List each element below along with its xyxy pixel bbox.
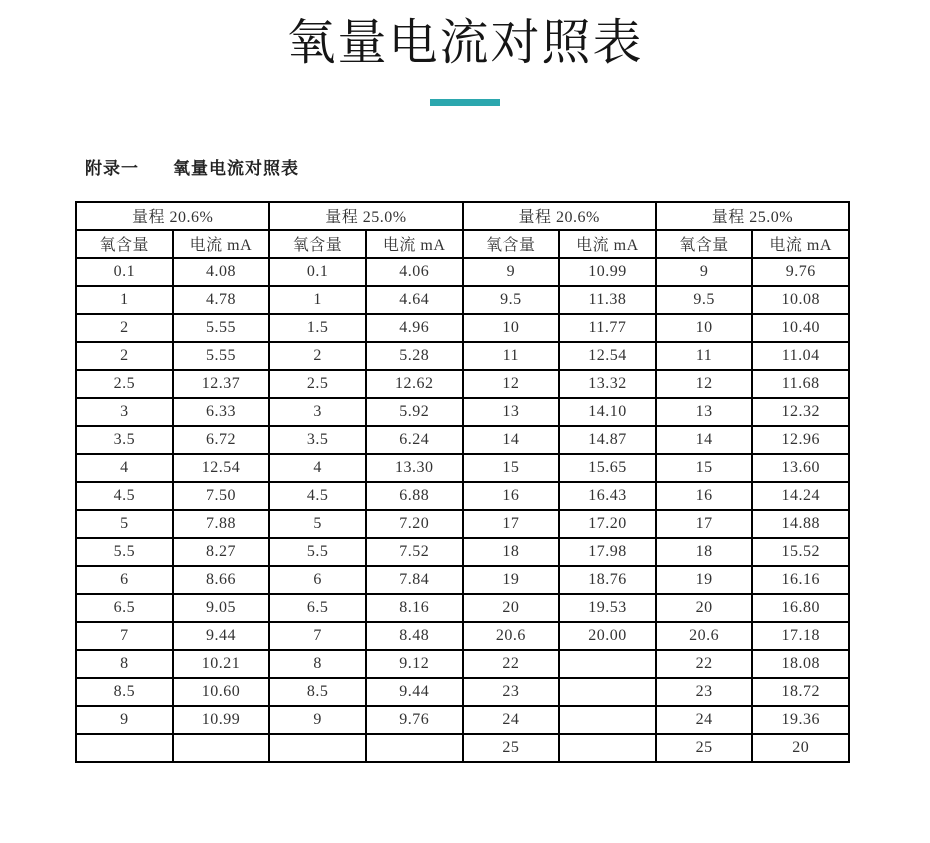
table-cell: 5.92	[366, 398, 463, 426]
table-cell: 7.84	[366, 566, 463, 594]
page-title: 氧量电流对照表	[286, 16, 644, 70]
table-cell: 6.33	[173, 398, 270, 426]
appendix-title: 氧量电流对照表	[173, 158, 299, 178]
table-cell: 4.5	[76, 482, 173, 510]
table-cell: 22	[463, 650, 560, 678]
table-cell	[76, 734, 173, 762]
table-cell: 5.5	[269, 538, 366, 566]
table-cell: 6.88	[366, 482, 463, 510]
table-row	[76, 314, 849, 342]
table-cell: 20.6	[656, 622, 753, 650]
table-cell: 20	[656, 594, 753, 622]
table-cell: 2	[76, 342, 173, 370]
table-row	[76, 734, 849, 762]
table-cell: 25	[656, 734, 753, 762]
table-cell	[559, 678, 656, 706]
sub-header-current-3: 电流 mA	[559, 230, 656, 258]
table-cell: 20.6	[463, 622, 560, 650]
group-header-range-3: 量程 20.6%	[463, 202, 656, 230]
table-cell: 10.99	[173, 706, 270, 734]
table-cell: 13.60	[752, 454, 849, 482]
table-row	[76, 482, 849, 510]
group-header-range-2: 量程 25.0%	[269, 202, 462, 230]
table-cell: 17.20	[559, 510, 656, 538]
table-cell: 24	[463, 706, 560, 734]
table-row	[76, 594, 849, 622]
table-cell	[269, 734, 366, 762]
table-cell: 12.54	[559, 342, 656, 370]
table-cell: 8.27	[173, 538, 270, 566]
table-cell: 5	[269, 510, 366, 538]
table-cell: 8.5	[269, 678, 366, 706]
table-cell: 3	[76, 398, 173, 426]
table-cell: 14.10	[559, 398, 656, 426]
sub-header-oxygen-2: 氧含量	[269, 230, 366, 258]
table-cell: 9.05	[173, 594, 270, 622]
table-cell: 16.43	[559, 482, 656, 510]
table-row	[76, 622, 849, 650]
table-cell: 12	[463, 370, 560, 398]
table-cell: 7.88	[173, 510, 270, 538]
table-row	[76, 342, 849, 370]
table-cell: 7.50	[173, 482, 270, 510]
table-cell: 18.76	[559, 566, 656, 594]
table-cell: 20	[752, 734, 849, 762]
table-row	[76, 426, 849, 454]
table-row	[76, 566, 849, 594]
table-cell: 12.96	[752, 426, 849, 454]
table-cell: 5.55	[173, 314, 270, 342]
table-cell: 23	[656, 678, 753, 706]
table-cell: 14	[463, 426, 560, 454]
group-header-range-4: 量程 25.0%	[656, 202, 849, 230]
table-cell: 13.32	[559, 370, 656, 398]
table-cell: 20	[463, 594, 560, 622]
table-cell: 6.24	[366, 426, 463, 454]
table-row	[76, 538, 849, 566]
table-cell: 7.20	[366, 510, 463, 538]
table-cell: 9	[76, 706, 173, 734]
table-row	[76, 678, 849, 706]
table-row	[76, 510, 849, 538]
sub-header-current-4: 电流 mA	[752, 230, 849, 258]
table-row	[76, 650, 849, 678]
table-cell: 11.04	[752, 342, 849, 370]
table-cell: 8.48	[366, 622, 463, 650]
table-cell: 3	[269, 398, 366, 426]
sub-header-oxygen-3: 氧含量	[463, 230, 560, 258]
table-row	[76, 398, 849, 426]
table-cell: 15.65	[559, 454, 656, 482]
table-cell: 0.1	[269, 258, 366, 286]
table-cell: 12.32	[752, 398, 849, 426]
table-cell: 15	[656, 454, 753, 482]
sub-header-current-2: 电流 mA	[366, 230, 463, 258]
table-cell: 10.40	[752, 314, 849, 342]
table-cell: 19.53	[559, 594, 656, 622]
table-cell: 9.5	[656, 286, 753, 314]
table-cell: 8.66	[173, 566, 270, 594]
table-cell: 13.30	[366, 454, 463, 482]
table-cell: 5.5	[76, 538, 173, 566]
table-cell: 4	[269, 454, 366, 482]
table-cell: 10.08	[752, 286, 849, 314]
table-cell: 2.5	[76, 370, 173, 398]
table-cell: 16	[656, 482, 753, 510]
table-row	[76, 454, 849, 482]
table-cell: 7	[269, 622, 366, 650]
table-cell: 10.60	[173, 678, 270, 706]
table-cell: 14.88	[752, 510, 849, 538]
table-cell: 6.5	[269, 594, 366, 622]
table-cell: 4.96	[366, 314, 463, 342]
table-cell: 12.62	[366, 370, 463, 398]
table-cell: 4.78	[173, 286, 270, 314]
sub-header-oxygen-1: 氧含量	[76, 230, 173, 258]
table-cell: 13	[463, 398, 560, 426]
table-cell: 2	[76, 314, 173, 342]
title-divider	[430, 99, 500, 106]
table-body	[76, 258, 849, 762]
table-cell: 17	[656, 510, 753, 538]
table-cell	[559, 734, 656, 762]
table-cell: 3.5	[76, 426, 173, 454]
table-cell: 13	[656, 398, 753, 426]
table-cell: 25	[463, 734, 560, 762]
table-cell: 18.72	[752, 678, 849, 706]
table-cell: 18.08	[752, 650, 849, 678]
table-cell: 4.08	[173, 258, 270, 286]
table-cell: 10	[463, 314, 560, 342]
table-cell: 4.06	[366, 258, 463, 286]
group-header-range-1: 量程 20.6%	[76, 202, 269, 230]
table-cell: 6	[269, 566, 366, 594]
table-cell: 8.16	[366, 594, 463, 622]
table-cell: 4	[76, 454, 173, 482]
table-cell: 10.21	[173, 650, 270, 678]
table-cell	[559, 706, 656, 734]
table-cell: 0.1	[76, 258, 173, 286]
table-cell: 2	[269, 342, 366, 370]
group-header-row	[76, 202, 849, 230]
table-cell	[366, 734, 463, 762]
table-cell: 23	[463, 678, 560, 706]
table-cell: 12.37	[173, 370, 270, 398]
table-cell: 12.54	[173, 454, 270, 482]
table-cell	[173, 734, 270, 762]
table-cell: 8	[76, 650, 173, 678]
table-cell: 8.5	[76, 678, 173, 706]
sub-header-oxygen-4: 氧含量	[656, 230, 753, 258]
table-cell: 9.76	[366, 706, 463, 734]
table-cell: 17.18	[752, 622, 849, 650]
table-cell: 11.77	[559, 314, 656, 342]
table-cell: 9.12	[366, 650, 463, 678]
table-cell: 17	[463, 510, 560, 538]
table-cell: 6	[76, 566, 173, 594]
sub-header-row	[76, 230, 849, 258]
table-row	[76, 370, 849, 398]
table-cell: 4.5	[269, 482, 366, 510]
table-cell: 15.52	[752, 538, 849, 566]
table-cell: 11	[656, 342, 753, 370]
table-cell: 19	[656, 566, 753, 594]
sub-header-current-1: 电流 mA	[173, 230, 270, 258]
table-cell: 9	[656, 258, 753, 286]
table-cell: 14	[656, 426, 753, 454]
table-cell: 9	[269, 706, 366, 734]
table-cell: 24	[656, 706, 753, 734]
table-cell: 11.68	[752, 370, 849, 398]
table-cell: 7	[76, 622, 173, 650]
table-cell: 6.5	[76, 594, 173, 622]
table-row	[76, 286, 849, 314]
table-cell: 12	[656, 370, 753, 398]
table-cell: 5.28	[366, 342, 463, 370]
table-cell	[559, 650, 656, 678]
appendix-label: 附录一	[85, 158, 139, 178]
table-cell: 9	[463, 258, 560, 286]
table-cell: 9.5	[463, 286, 560, 314]
table-cell: 14.24	[752, 482, 849, 510]
table-cell: 14.87	[559, 426, 656, 454]
table-cell: 19	[463, 566, 560, 594]
table-cell: 10.99	[559, 258, 656, 286]
table-cell: 10	[656, 314, 753, 342]
table-cell: 20.00	[559, 622, 656, 650]
table-cell: 5.55	[173, 342, 270, 370]
table-cell: 18	[463, 538, 560, 566]
table-cell: 16.80	[752, 594, 849, 622]
appendix-heading	[85, 154, 930, 179]
table-cell: 22	[656, 650, 753, 678]
table-cell: 5	[76, 510, 173, 538]
table-cell: 9.76	[752, 258, 849, 286]
table-cell: 18	[656, 538, 753, 566]
table-cell: 1	[269, 286, 366, 314]
table-row	[76, 706, 849, 734]
table-cell: 16	[463, 482, 560, 510]
table-cell: 4.64	[366, 286, 463, 314]
table-cell: 16.16	[752, 566, 849, 594]
table-cell: 1.5	[269, 314, 366, 342]
table-cell: 9.44	[173, 622, 270, 650]
table-cell: 9.44	[366, 678, 463, 706]
table-cell: 19.36	[752, 706, 849, 734]
table-cell: 8	[269, 650, 366, 678]
table-cell: 6.72	[173, 426, 270, 454]
table-row	[76, 258, 849, 286]
table-cell: 3.5	[269, 426, 366, 454]
oxygen-current-table	[75, 201, 850, 763]
table-cell: 2.5	[269, 370, 366, 398]
table-cell: 15	[463, 454, 560, 482]
table-cell: 1	[76, 286, 173, 314]
table-cell: 11.38	[559, 286, 656, 314]
table-cell: 17.98	[559, 538, 656, 566]
table-cell: 7.52	[366, 538, 463, 566]
table-cell: 11	[463, 342, 560, 370]
